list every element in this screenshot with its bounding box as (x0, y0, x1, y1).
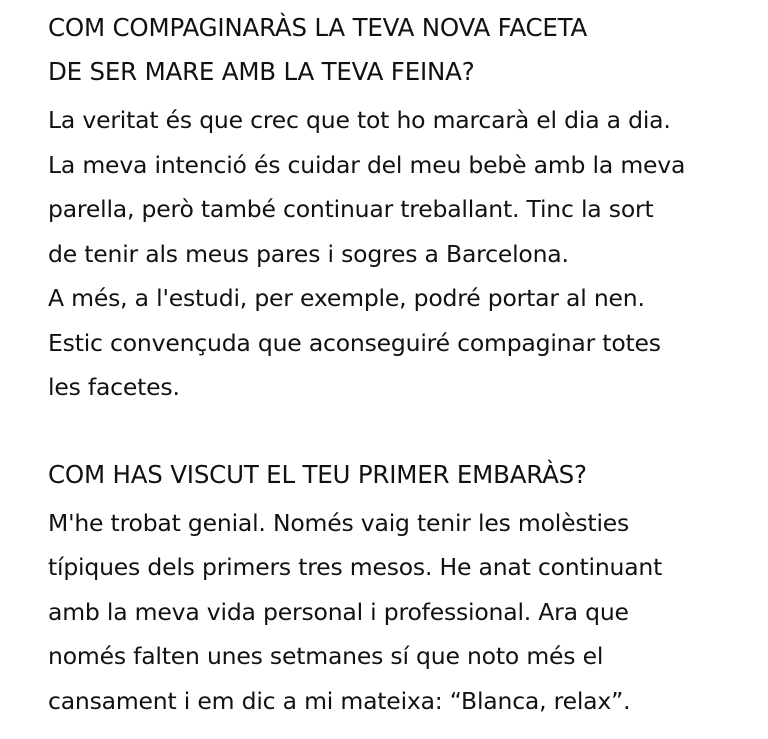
answer-paragraph: M'he trobat genial. Només vaig tenir les molèsties típiques dels primers tres mesos. He anat continuant amb la meva vida personal i professional. Ara que només falten unes setmanes sí que noto més el cansament i em dic a mi mateixa: “Blanca, relax”. (48, 508, 663, 715)
question-heading: COM COMPAGINARÀS LA TEVA NOVA FACETA DE SER MARE AMB LA TEVA FEINA? (48, 13, 588, 86)
answer-paragraph: La veritat és que crec que tot ho marcarà el dia a dia. La meva intenció és cuidar del meu bebè amb la meva parella, però també continuar treballant. Tinc la sort de tenir als meus pares i sogres a Barcelona. A més, a l'estudi, per exemple, podré portar al nen. Estic convençuda que aconseguiré compaginar totes les facetes. (48, 106, 686, 401)
interview-article (48, 6, 748, 723)
question-heading: COM HAS VISCUT EL TEU PRIMER EMBARÀS? (48, 459, 587, 489)
